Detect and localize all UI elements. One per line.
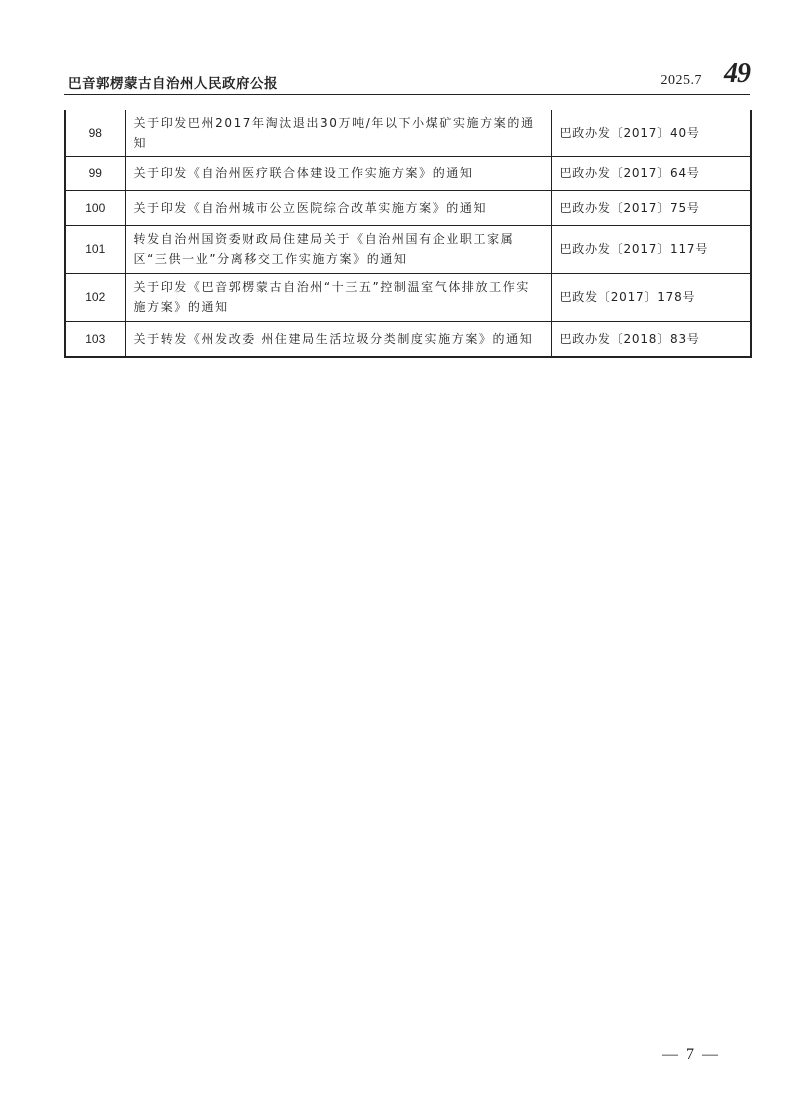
table-row xyxy=(65,156,751,190)
row-number: 102 xyxy=(65,273,125,321)
document-title: 关于印发《巴音郭楞蒙古自治州“十三五”控制温室气体排放工作实施方案》的通知 xyxy=(125,273,551,321)
table-row xyxy=(65,321,751,357)
table-row xyxy=(65,273,751,321)
document-title: 关于印发《自治州医疗联合体建设工作实施方案》的通知 xyxy=(125,156,551,190)
row-number: 100 xyxy=(65,190,125,225)
row-number: 101 xyxy=(65,225,125,273)
row-number: 99 xyxy=(65,156,125,190)
row-number: 103 xyxy=(65,321,125,357)
page-header xyxy=(64,60,750,92)
document-number: 巴政发〔2017〕178号 xyxy=(551,273,751,321)
document-number: 巴政办发〔2018〕83号 xyxy=(551,321,751,357)
document-title: 关于印发《自治州城市公立医院综合改革实施方案》的通知 xyxy=(125,190,551,225)
issue-date: 2025.7 xyxy=(660,73,702,88)
table-row xyxy=(65,225,751,273)
page-number: — 7 — xyxy=(662,1046,720,1063)
document-number: 巴政办发〔2017〕40号 xyxy=(551,110,751,156)
document-number: 巴政办发〔2017〕64号 xyxy=(551,156,751,190)
document-number: 巴政办发〔2017〕117号 xyxy=(551,225,751,273)
table-row xyxy=(65,110,751,156)
document-title: 关于转发《州发改委 州住建局生活垃圾分类制度实施方案》的通知 xyxy=(125,321,551,357)
table-row xyxy=(65,190,751,225)
document-title: 转发自治州国资委财政局住建局关于《自治州国有企业职工家属区“三供一业”分离移交工作实施方案》的通知 xyxy=(125,225,551,273)
document-number: 巴政办发〔2017〕75号 xyxy=(551,190,751,225)
row-number: 98 xyxy=(65,110,125,156)
document-title: 关于印发巴州2017年淘汰退出30万吨/年以下小煤矿实施方案的通知 xyxy=(125,110,551,156)
document-list-table xyxy=(64,110,752,358)
publication-title: 巴音郭楞蒙古自治州人民政府公报 xyxy=(68,76,278,92)
issue-number: 49 xyxy=(724,58,750,89)
header-divider xyxy=(64,94,750,95)
